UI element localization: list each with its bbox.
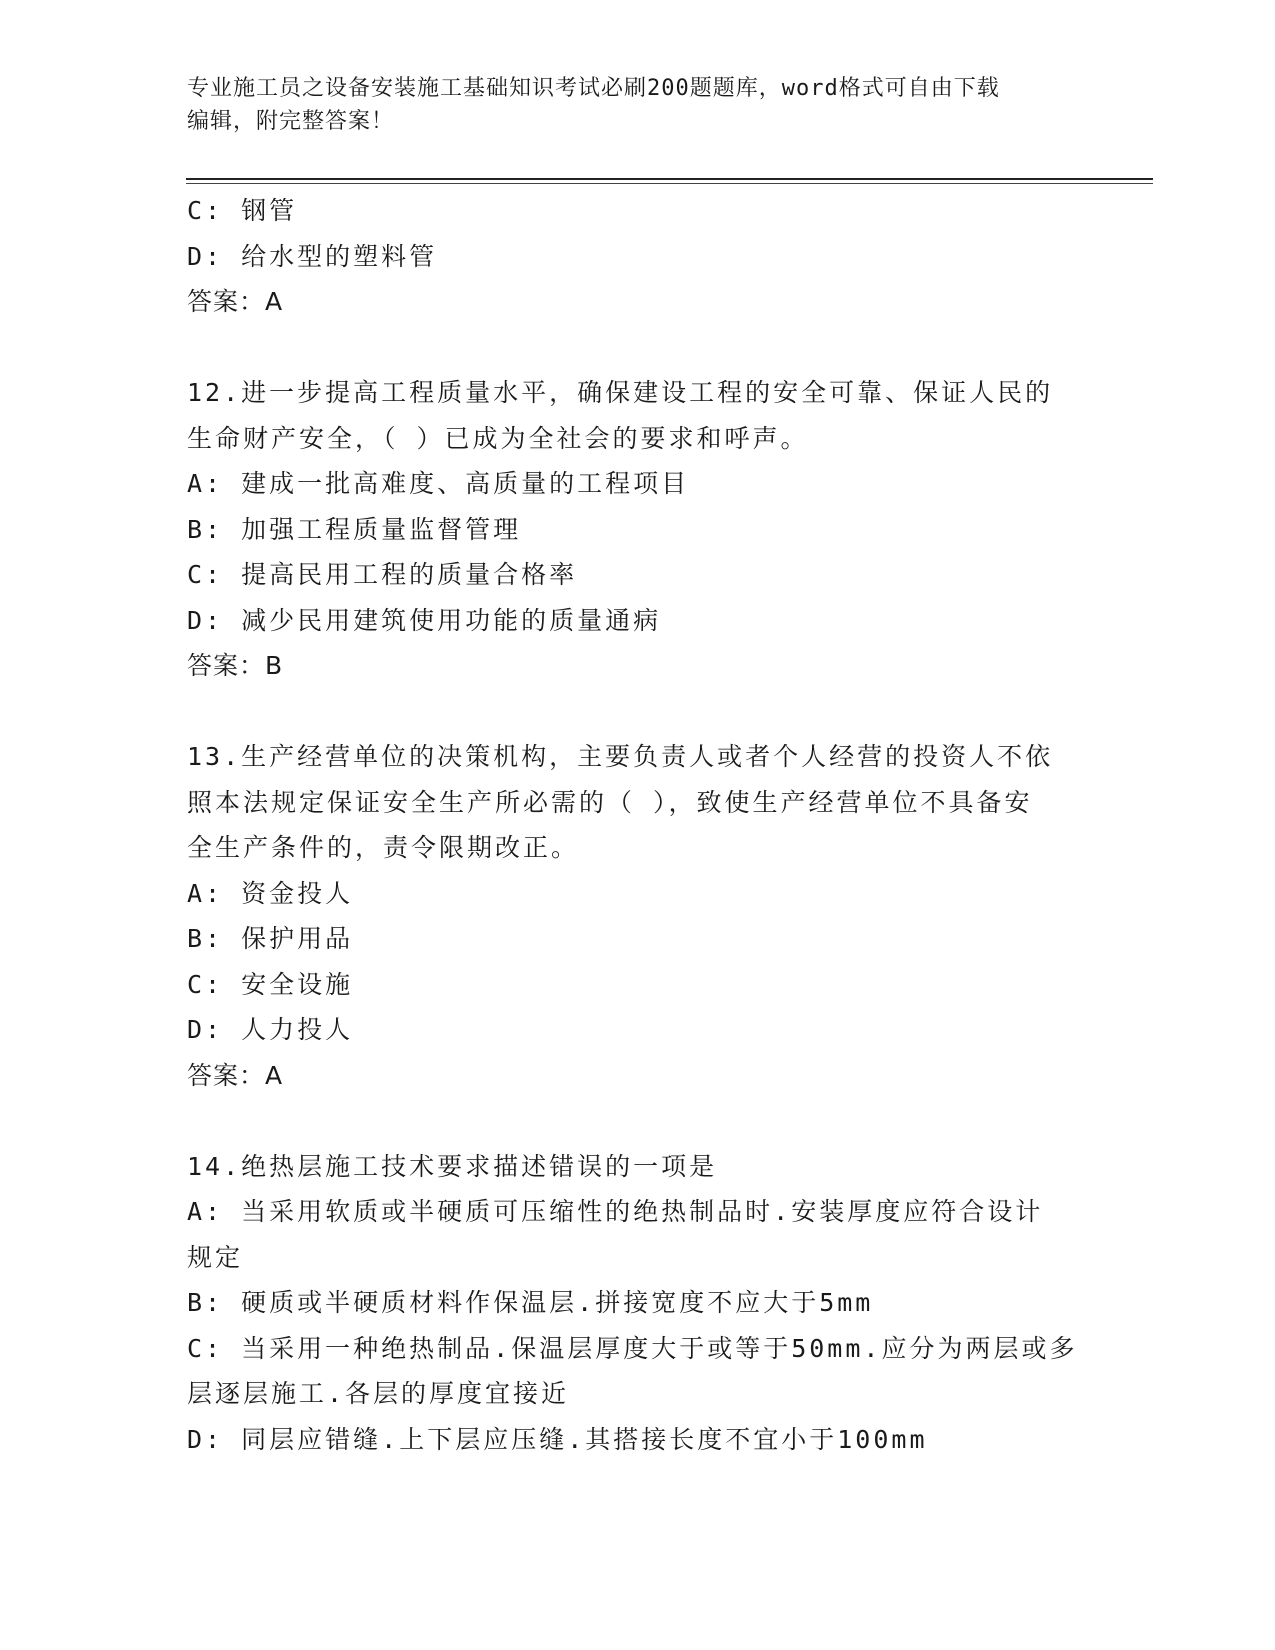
q12-option-b: B: 加强工程质量监督管理 (187, 514, 522, 544)
q11-option-d: D: 给水型的塑料管 (187, 241, 438, 271)
q14-option-a-line-1: A: 当采用软质或半硬质可压缩性的绝热制品时.安装厚度应符合设计 (187, 1197, 1044, 1226)
q12-answer: 答案：B (187, 651, 284, 680)
q14-stem-line-1: 14.绝热层施工技术要求描述错误的一项是 (187, 1151, 718, 1181)
question-13 (187, 734, 1077, 1098)
q13-option-b: B: 保护用品 (187, 924, 354, 953)
question-11-tail (187, 188, 1077, 325)
q14-option-c-line-2: 层逐层施工.各层的厚度宜接近 (187, 1379, 570, 1408)
header-divider-thin (186, 183, 1153, 184)
q13-stem-line-2: 照本法规定保证安全生产所必需的（ ），致使生产经营单位不具备安 (187, 787, 1033, 817)
question-14 (187, 1144, 1077, 1463)
spacer (187, 689, 1077, 735)
q12-stem-line-2: 生命财产安全，（ ）已成为全社会的要求和呼声。 (187, 423, 809, 453)
q12-option-d: D: 减少民用建筑使用功能的质量通病 (187, 605, 662, 635)
spacer (187, 325, 1077, 371)
question-12 (187, 370, 1077, 689)
q11-option-c: C: 钢管 (187, 196, 298, 225)
q13-stem-line-1: 13.生产经营单位的决策机构，主要负责人或者个人经营的投资人不依 (187, 742, 1054, 771)
q12-option-c: C: 提高民用工程的质量合格率 (187, 560, 578, 589)
q14-option-d: D: 同层应错缝.上下层应压缝.其搭接长度不宜小于100mm (187, 1424, 928, 1454)
q13-option-d: D: 人力投人 (187, 1015, 354, 1044)
q14-option-b: B: 硬质或半硬质材料作保温层.拼接宽度不应大于5mm (187, 1288, 874, 1317)
spacer (187, 1098, 1077, 1144)
q14-option-c-line-1: C: 当采用一种绝热制品.保温层厚度大于或等于50mm.应分为两层或多 (187, 1333, 1078, 1363)
header-title-line-2: 编辑，附完整答案！ (187, 109, 395, 134)
q13-option-c: C: 安全设施 (187, 969, 354, 999)
q13-answer: 答案：A (187, 1060, 284, 1090)
document-header (187, 72, 1067, 138)
q14-option-a-line-2: 规定 (187, 1242, 244, 1272)
q13-stem-line-3: 全生产条件的，责令限期改正。 (187, 833, 580, 862)
header-divider-thick (186, 178, 1153, 180)
q11-answer: 答案：A (187, 287, 284, 316)
question-content (187, 188, 1077, 1462)
header-title-line-1: 专业施工员之设备安装施工基础知识考试必刷200题题库，word格式可自由下载 (187, 76, 1000, 101)
q12-stem-line-1: 12.进一步提高工程质量水平，确保建设工程的安全可靠、保证人民的 (187, 378, 1054, 407)
q13-option-a: A: 资金投人 (187, 878, 354, 908)
q12-option-a: A: 建成一批高难度、高质量的工程项目 (187, 469, 690, 498)
